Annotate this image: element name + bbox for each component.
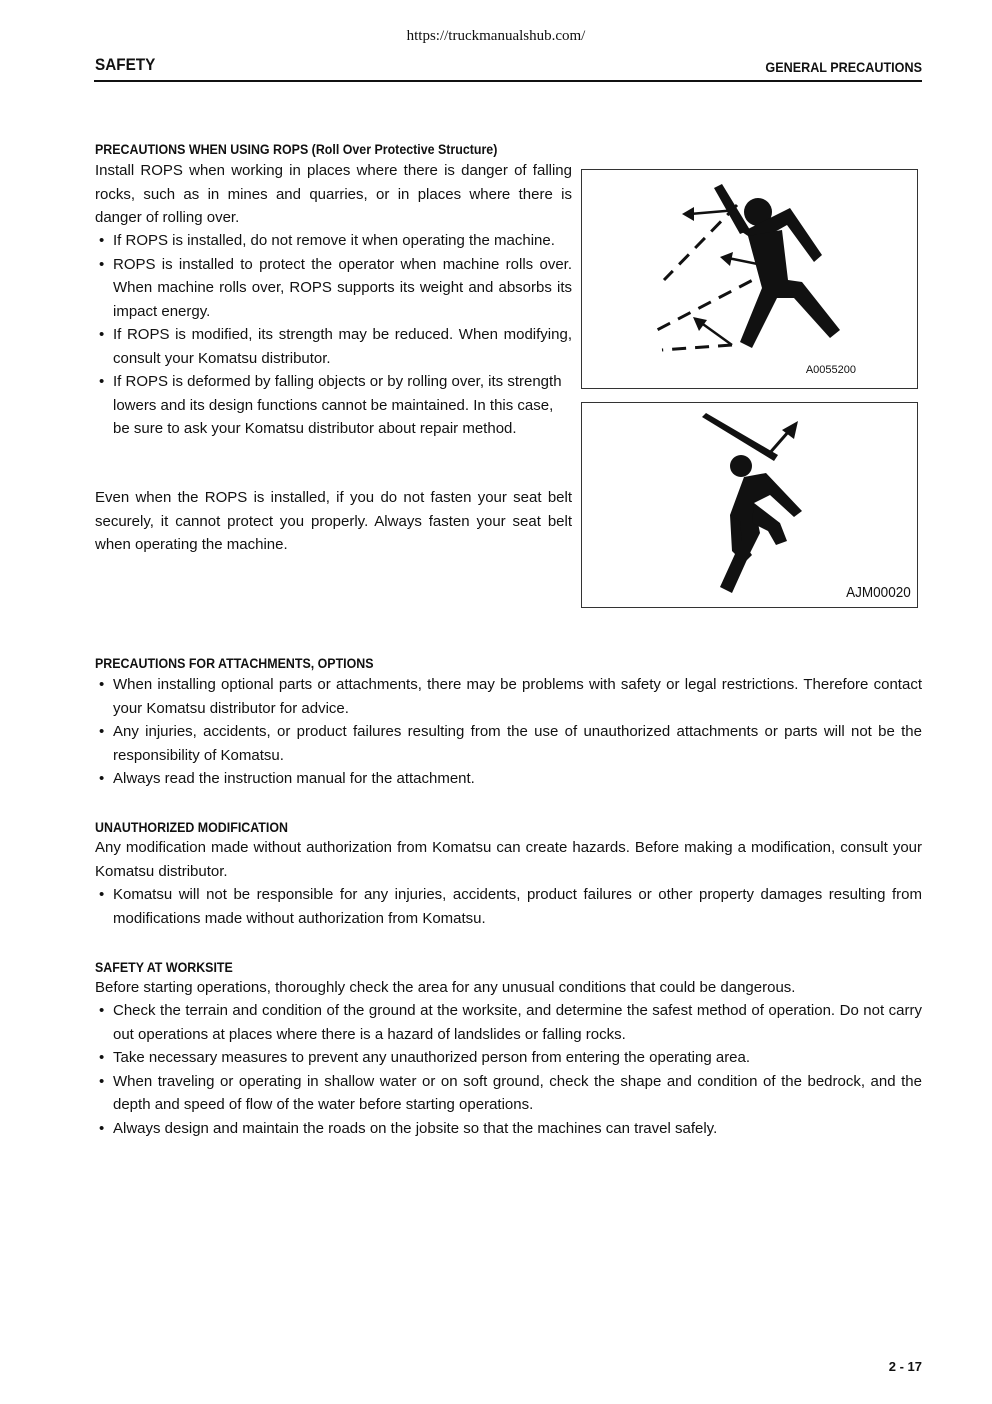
attachments-heading: PRECAUTIONS FOR ATTACHMENTS, OPTIONS (95, 656, 374, 671)
modification-bullet-list (95, 883, 922, 930)
header-section-title: SAFETY (95, 55, 156, 74)
list-item: • Always read the instruction manual for the attachment. (95, 767, 922, 791)
attachments-bullet-list (95, 673, 922, 791)
modification-heading: UNAUTHORIZED MODIFICATION (95, 820, 288, 835)
falling-object-illustration (581, 402, 918, 608)
rops-heading: PRECAUTIONS WHEN USING ROPS (Roll Over Protective Structure) (95, 142, 498, 157)
worksite-bullet-list (95, 999, 922, 1140)
list-item: • Komatsu will not be responsible for any injuries, accidents, product failures or other property damages resulting from modifications made without authorization from Komatsu. (95, 883, 922, 930)
list-item: • Check the terrain and condition of the ground at the worksite, and determine the safest method of operation. Do not carry out operations at places where there is a hazard of landslides or falling rocks. (95, 999, 922, 1046)
figure-caption: AJM00020 (846, 584, 911, 601)
rops-bullet-list (95, 229, 572, 441)
list-item: • ROPS is installed to protect the operator when machine rolls over. When machine rolls over, ROPS supports its weight and absorbs its impact energy. (95, 253, 572, 324)
page-number: 2 - 17 (888, 1359, 922, 1374)
list-item: • Always design and maintain the roads on the jobsite so that the machines can travel safely. (95, 1117, 922, 1141)
list-item: • When installing optional parts or attachments, there may be problems with safety or legal restrictions. Therefore contact your Komatsu distributor for advice. (95, 673, 922, 720)
list-item: • If ROPS is modified, its strength may be reduced. When modifying, consult your Komatsu distributor. (95, 323, 572, 370)
header-chapter-title: GENERAL PRECAUTIONS (765, 59, 922, 75)
list-item: • Any injuries, accidents, or product failures resulting from the use of unauthorized attachments or parts will not be the responsibility of Komatsu. (95, 720, 922, 767)
header-rule (94, 80, 922, 82)
list-item: • Take necessary measures to prevent any unauthorized person from entering the operating area. (95, 1046, 922, 1070)
list-item: • If ROPS is deformed by falling objects or by rolling over, its strength lowers and its design functions cannot be maintained. In this case, be sure to ask your Komatsu distributor about repair method. (95, 370, 572, 441)
rops-outro: Even when the ROPS is installed, if you do not fasten your seat belt securely, it cannot protect you properly. Always fasten your seat belt when operating the machine. (95, 489, 572, 553)
falling-person-illustration (581, 169, 918, 389)
falling-object-icon (582, 403, 917, 607)
modification-intro: Any modification made without authorization from Komatsu can create hazards. Before making a modification, consult your Komatsu distributor. (95, 839, 922, 880)
figure-caption: A0055200 (805, 364, 856, 376)
worksite-intro: Before starting operations, thoroughly check the area for any unusual conditions that could be dangerous. (95, 979, 796, 996)
rops-intro: Install ROPS when working in places where there is danger of falling rocks, such as in mines and quarries, or in places where there is danger of rolling over. (95, 162, 572, 226)
list-item: • When traveling or operating in shallow water or on soft ground, check the shape and condition of the bedrock, and the depth and speed of flow of the water before starting operations. (95, 1070, 922, 1117)
list-item: • If ROPS is installed, do not remove it when operating the machine. (95, 229, 572, 253)
watermark-url: https://truckmanualshub.com/ (406, 28, 586, 44)
worksite-heading: SAFETY AT WORKSITE (95, 960, 233, 975)
falling-person-icon (582, 170, 917, 388)
